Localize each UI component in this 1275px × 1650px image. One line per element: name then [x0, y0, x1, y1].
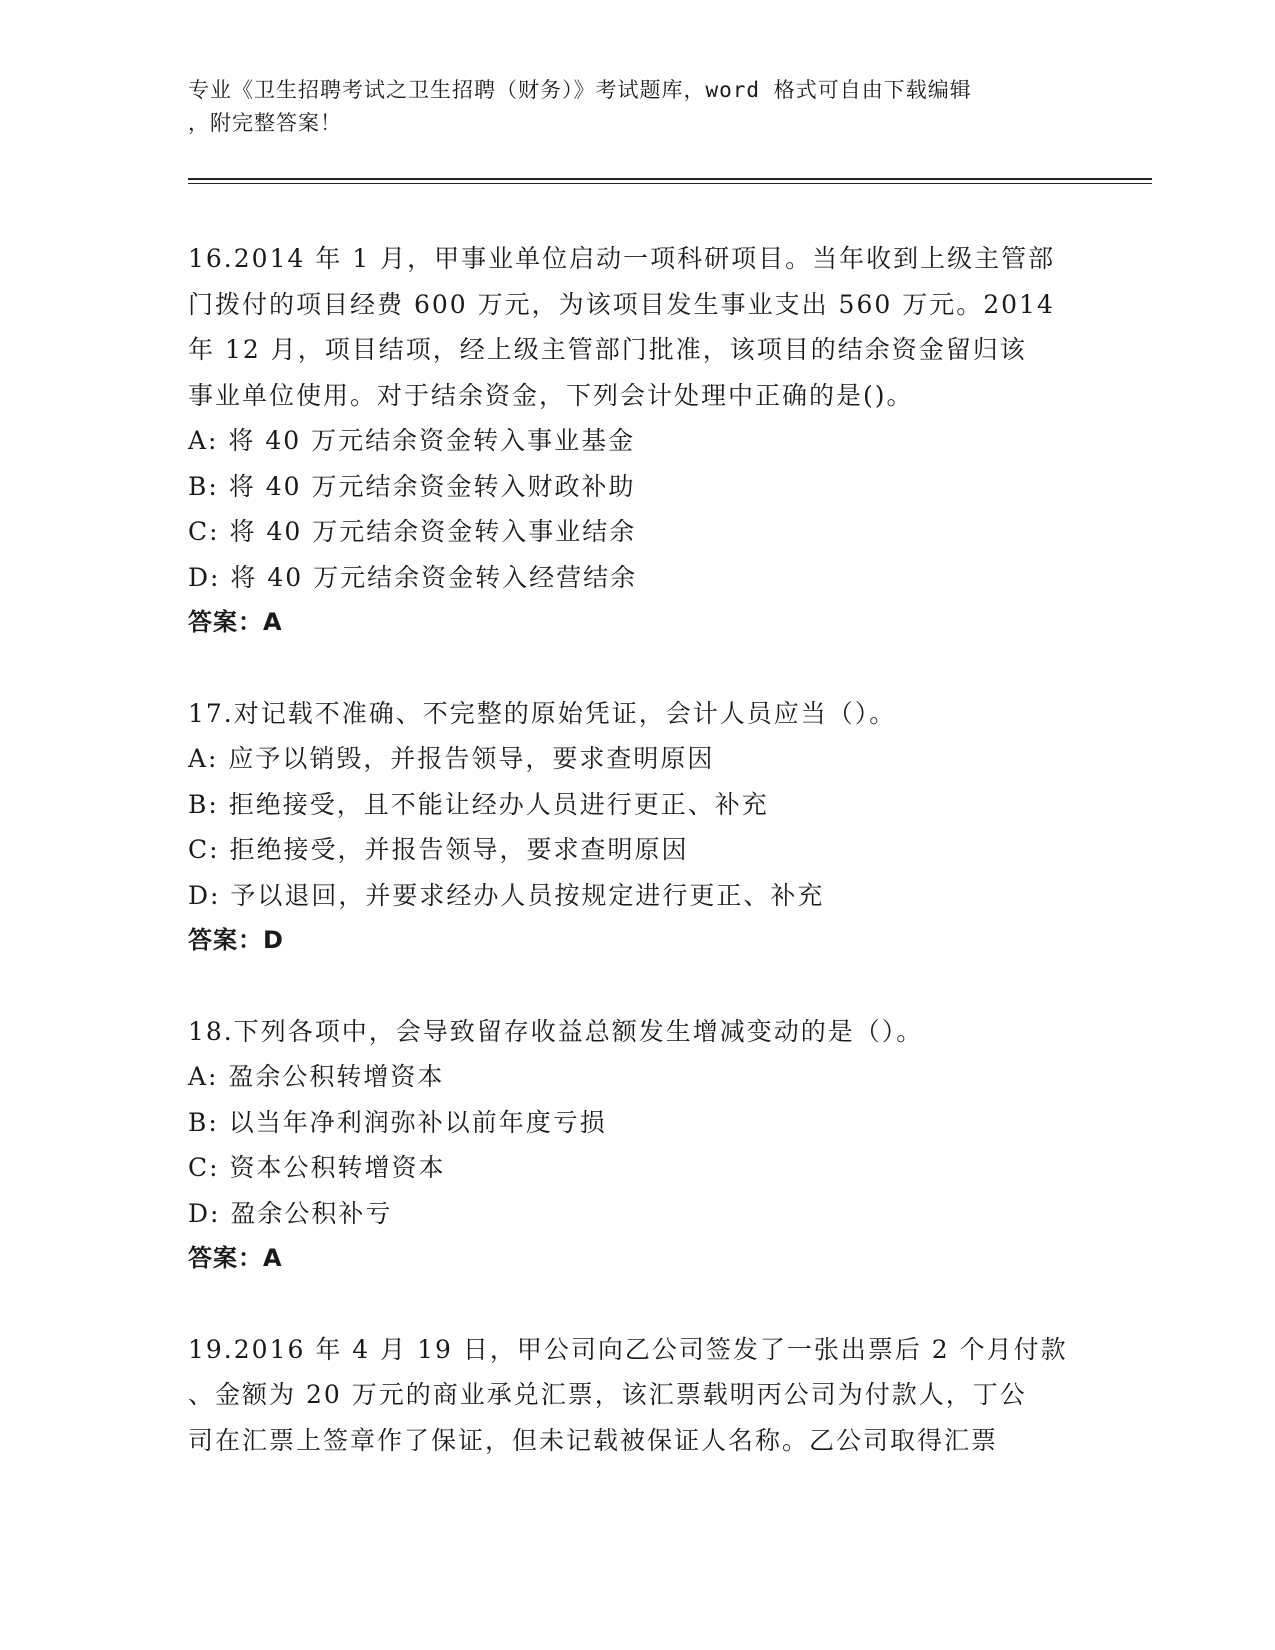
question-18	[188, 1009, 1088, 1282]
option-d: D: 予以退回，并要求经办人员按规定进行更正、补充	[188, 880, 825, 910]
answer-line: 答案：D	[188, 926, 284, 954]
option-b: B: 拒绝接受，且不能让经办人员进行更正、补充	[188, 789, 769, 819]
question-stem-line: 年 12 月，项目结项，经上级主管部门批准，该项目的结余资金留归该	[188, 335, 1027, 364]
document-header	[188, 74, 1088, 140]
question-stem-line: 19.2016 年 4 月 19 日，甲公司向乙公司签发了一张出票后 2 个月付款	[188, 1334, 1068, 1364]
question-stem-line: 门拨付的项目经费 600 万元，为该项目发生事业支出 560 万元。2014	[188, 289, 1055, 319]
question-19	[188, 1327, 1088, 1464]
question-stem-line: 17.对记载不准确、不完整的原始凭证，会计人员应当（）。	[188, 698, 897, 728]
option-d: D: 盈余公积补亏	[188, 1198, 393, 1228]
header-divider-thick	[188, 178, 1152, 180]
question-list	[188, 236, 1088, 1463]
option-a: A: 将 40 万元结余资金转入事业基金	[188, 426, 636, 455]
header-line-2: ，附完整答案！	[188, 111, 342, 135]
option-d: D: 将 40 万元结余资金转入经营结余	[188, 562, 638, 592]
question-stem-line: 、金额为 20 万元的商业承兑汇票，该汇票载明丙公司为付款人，丁公	[188, 1380, 1027, 1409]
question-16	[188, 236, 1088, 646]
question-stem-line: 18.下列各项中，会导致留存收益总额发生增减变动的是（）。	[188, 1016, 924, 1046]
option-b: B: 将 40 万元结余资金转入财政补助	[188, 471, 636, 501]
header-line-1: 专业《卫生招聘考试之卫生招聘（财务）》考试题库，word 格式可自由下载编辑	[188, 78, 972, 102]
question-stem-line: 司在汇票上签章作了保证，但未记载被保证人名称。乙公司取得汇票	[188, 1425, 999, 1455]
option-a: A: 盈余公积转增资本	[188, 1062, 445, 1091]
question-stem-line: 16.2014 年 1 月，甲事业单位启动一项科研项目。当年收到上级主管部	[188, 244, 1056, 273]
option-c: C: 资本公积转增资本	[188, 1153, 446, 1182]
answer-line: 答案：A	[188, 608, 283, 636]
question-17	[188, 691, 1088, 964]
question-stem-line: 事业单位使用。对于结余资金，下列会计处理中正确的是()。	[188, 380, 914, 410]
option-a: A: 应予以销毁，并报告领导，要求查明原因	[188, 744, 715, 773]
option-b: B: 以当年净利润弥补以前年度亏损	[188, 1107, 607, 1137]
header-divider-thin	[188, 183, 1152, 184]
option-c: C: 拒绝接受，并报告领导，要求查明原因	[188, 835, 689, 864]
option-c: C: 将 40 万元结余资金转入事业结余	[188, 517, 637, 546]
answer-line: 答案：A	[188, 1244, 283, 1272]
